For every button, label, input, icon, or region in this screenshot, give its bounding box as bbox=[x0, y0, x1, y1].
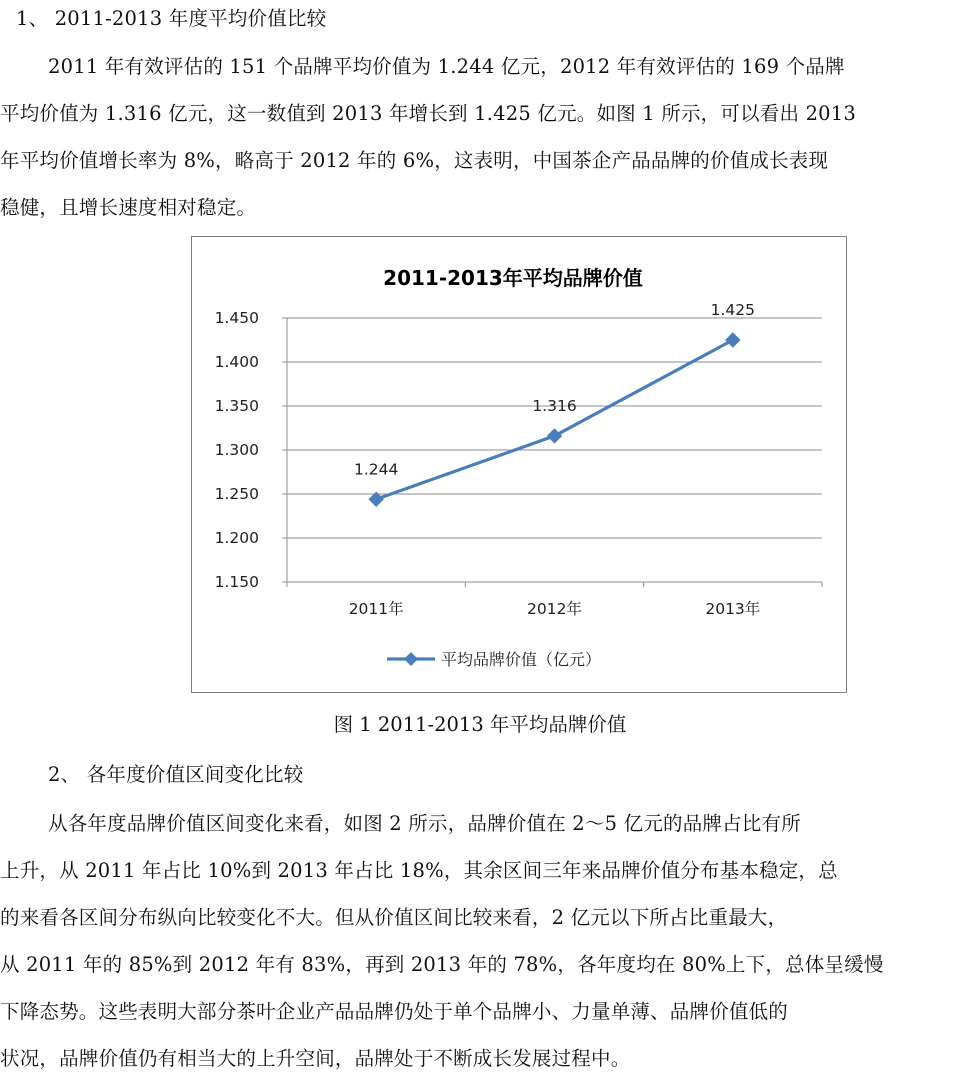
figure1-line-chart bbox=[192, 237, 848, 694]
y-tick-label: 1.450 bbox=[214, 309, 259, 327]
chart-legend bbox=[387, 650, 601, 669]
x-tick-label: 2013年 bbox=[705, 600, 761, 618]
legend-label: 平均品牌价值（亿元） bbox=[441, 650, 602, 669]
section1-line-2: 平均价值为 1.316 亿元，这一数值到 2013 年增长到 1.425 亿元。如图 1 所示，可以看出 2013 bbox=[0, 102, 856, 125]
legend-diamond-icon bbox=[404, 652, 418, 666]
figure1-chart-frame bbox=[191, 236, 847, 693]
section1-line-1: 2011 年有效评估的 151 个品牌平均价值为 1.244 亿元，2012 年有效评估的 169 个品牌 bbox=[48, 55, 845, 78]
section1-line-3: 年平均价值增长率为 8%，略高于 2012 年的 6%，这表明，中国茶企产品品牌的价值成长表现 bbox=[0, 149, 829, 172]
section1-heading: 1、 2011-2013 年度平均价值比较 bbox=[16, 7, 327, 30]
x-tick-label: 2012年 bbox=[527, 600, 582, 618]
y-tick-label: 1.300 bbox=[214, 441, 259, 459]
y-tick-label: 1.200 bbox=[214, 529, 259, 547]
chart-gridlines bbox=[287, 318, 822, 538]
section2-line-1: 从各年度品牌价值区间变化来看，如图 2 所示，品牌价值在 2～5 亿元的品牌占比有所 bbox=[48, 812, 801, 835]
data-point-marker bbox=[726, 333, 740, 347]
section2-line-2: 上升，从 2011 年占比 10%到 2013 年占比 18%，其余区间三年来品牌价值分布基本稳定，总 bbox=[0, 859, 838, 882]
data-point-marker bbox=[548, 429, 562, 443]
chart-axes bbox=[215, 309, 822, 618]
section1-line-4: 稳健，且增长速度相对稳定。 bbox=[0, 196, 257, 219]
section2-line-4: 从 2011 年的 85%到 2012 年有 83%，再到 2013 年的 78%，各年度均在 80%上下，总体呈缓慢 bbox=[0, 953, 884, 976]
x-tick-label: 2011年 bbox=[348, 600, 404, 618]
chart-title: 2011-2013年平均品牌价值 bbox=[383, 266, 643, 290]
data-label: 1.316 bbox=[532, 396, 577, 415]
section2-line-6: 状况，品牌价值仍有相当大的上升空间，品牌处于不断成长发展过程中。 bbox=[0, 1047, 631, 1070]
data-label: 1.425 bbox=[710, 301, 756, 319]
section2-heading: 2、 各年度价值区间变化比较 bbox=[48, 763, 304, 786]
figure1-caption: 图 1 2011-2013 年平均品牌价值 bbox=[333, 713, 627, 736]
data-label: 1.244 bbox=[353, 460, 399, 479]
y-tick-label: 1.150 bbox=[214, 573, 259, 591]
chart-data-labels bbox=[354, 301, 755, 478]
y-tick-label: 1.350 bbox=[214, 397, 259, 415]
section2-line-5: 下降态势。这些表明大部分茶叶企业产品品牌仍处于单个品牌小、力量单薄、品牌价值低的 bbox=[0, 1000, 789, 1023]
series-line bbox=[376, 340, 733, 499]
chart-series bbox=[369, 333, 740, 506]
y-tick-label: 1.400 bbox=[214, 353, 259, 371]
y-tick-label: 1.250 bbox=[214, 485, 259, 503]
section2-line-3: 的来看各区间分布纵向比较变化不大。但从价值区间比较来看，2 亿元以下所占比重最大， bbox=[0, 906, 788, 929]
